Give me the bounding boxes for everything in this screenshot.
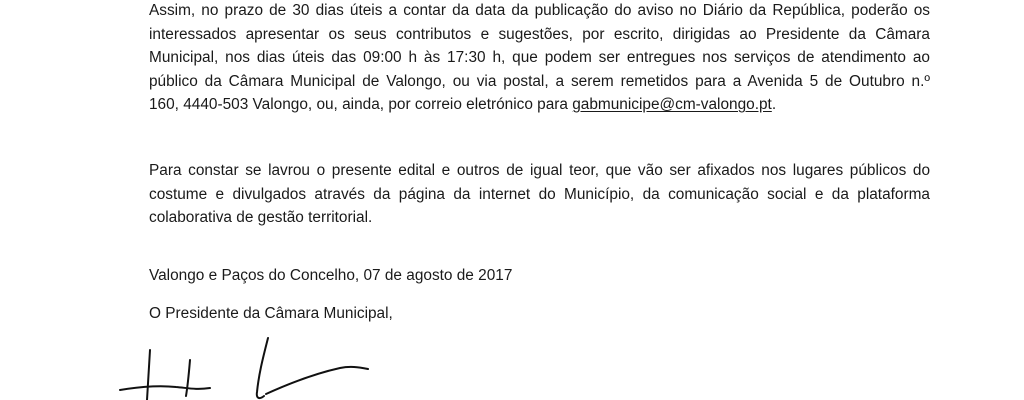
address-text: 160, 4440-503 Valongo, ou, ainda, por correio eletrónico para bbox=[149, 96, 573, 113]
handwritten-signature bbox=[118, 332, 418, 400]
paragraph-line-with-email bbox=[149, 93, 930, 117]
paragraph-line: Municipal, nos dias úteis das 09:00 h às 17:30 h, que podem ser entregues nos serviços de atendimento ao bbox=[149, 49, 930, 66]
paragraph-line: colaborativa de gestão territorial. bbox=[149, 209, 373, 226]
paragraph-line: Assim, no prazo de 30 dias úteis a contar da data da publicação do aviso no Diário da República, poderão os bbox=[149, 2, 930, 19]
publication-paragraph bbox=[149, 159, 930, 230]
signatory-title: O Presidente da Câmara Municipal, bbox=[149, 305, 393, 322]
paragraph-line: público da Câmara Municipal de Valongo, ou via postal, a serem remetidos para a Avenida 5 de Outubro n.º bbox=[149, 72, 930, 90]
paragraph-line: interessados apresentar os seus contributos e sugestões, por escrito, dirigidas ao Presidente da Câmara bbox=[149, 25, 930, 43]
email-link[interactable]: gabmunicipe@cm-valongo.pt bbox=[572, 96, 772, 113]
paragraph-line: costume e divulgados através da página da internet do Município, da comunicação social e da plataforma bbox=[149, 185, 930, 203]
place-and-date: Valongo e Paços do Concelho, 07 de agosto de 2017 bbox=[149, 267, 513, 284]
paragraph-line: Para constar se lavrou o presente edital e outros de igual teor, que vão ser afixados nos lugares públicos do bbox=[149, 162, 930, 179]
period: . bbox=[771, 96, 777, 113]
submission-paragraph bbox=[149, 0, 930, 117]
